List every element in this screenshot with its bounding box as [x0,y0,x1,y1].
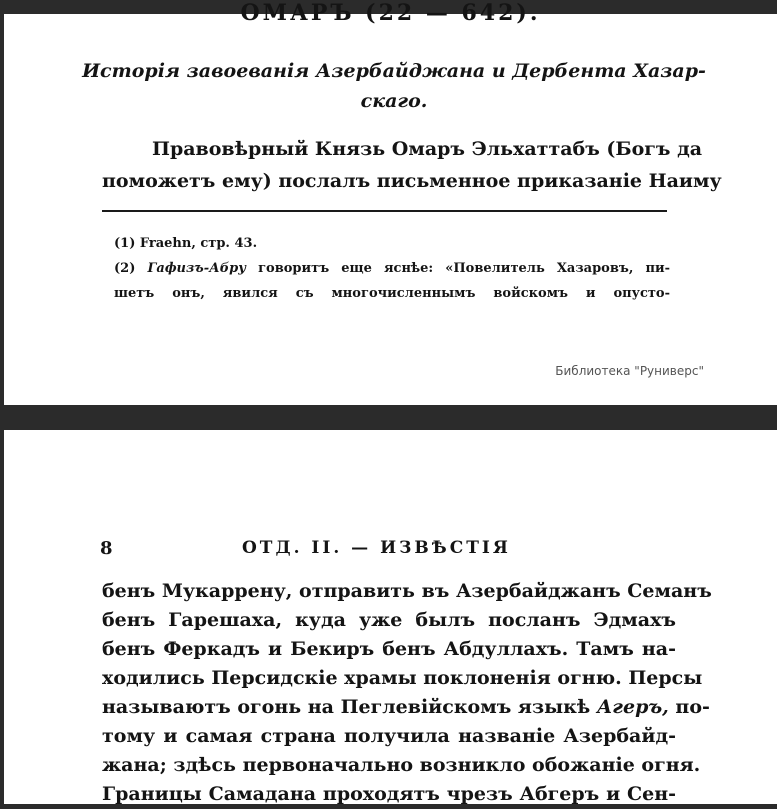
text-line-5-italic-word: Агеръ, [596,696,669,718]
section-title-line-1: Исторія завоеванія Азербайджана и Дербента Хазар- [82,60,706,82]
page-header: ОМАРЪ (22 — 642). [240,0,541,26]
text-line-2: бенъ Гарешаха, куда уже былъ посланъ Эдмахъ [102,609,676,631]
footnote-1: (1) Fraehn, стр. 43. [114,236,258,251]
text-line-1: бенъ Мукаррену, отправить въ Азербайджанъ Семанъ [102,580,712,602]
footnote-2-author: Гафизъ-Абру [147,261,246,276]
text-line-3: бенъ Феркадъ и Бекиръ бенъ Абдуллахъ. Тамъ на- [102,638,676,660]
text-line-7: жана; здѣсь первоначально возникло обожаніе огня. [102,754,701,776]
body-line-2: поможетъ ему) послалъ письменное приказаніе Наиму [102,170,722,192]
footnote-rule [102,210,667,212]
footnote-2-text: говоритъ еще яснѣе: «Повелитель Хазаровъ, пи- [258,261,670,276]
section-title-line-2: скаго. [360,90,428,112]
scanned-page-top [4,0,777,405]
scanned-page-bottom [4,430,777,804]
text-line-5-start: называютъ огонь на Пеглевійскомъ языкѣ [102,696,591,718]
text-line-8: Границы Самадана проходятъ чрезъ Абгеръ и Сен- [102,783,676,805]
text-line-5 [102,693,710,722]
page-number: 8 [100,538,113,559]
text-line-4: ходились Персидскіе храмы поклоненія огню. Персы [102,667,703,689]
body-line-1: Правовѣрный Князь Омаръ Эльхаттабъ (Богъ да [152,138,703,160]
library-watermark: Библиотека "Руниверс" [555,364,704,378]
footnote-2 [114,257,670,280]
running-head: ОТД. II. — ИЗВѢСТІЯ [242,538,511,558]
footnote-2-mark: (2) [114,261,136,276]
text-line-5-end: по- [675,696,710,718]
text-line-6: тому и самая страна получила названіе Азербайд- [102,725,676,747]
footnote-2-continued: шетъ онъ, явился съ многочисленнымъ войскомъ и опусто- [114,286,670,301]
